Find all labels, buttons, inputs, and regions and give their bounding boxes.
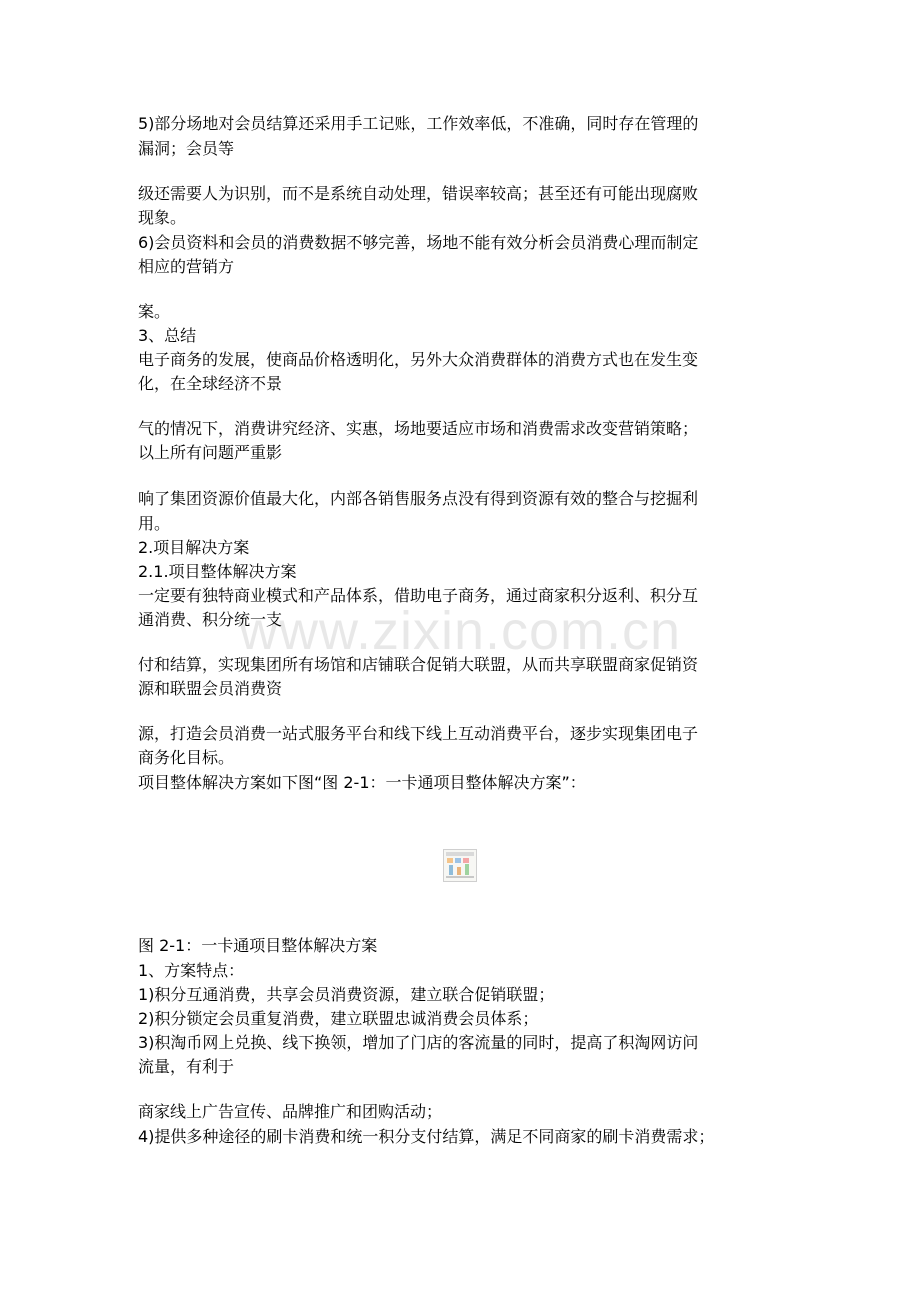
text-line: 3)积淘币网上兑换、线下换领，增加了门店的客流量的同时，提高了积淘网访问 xyxy=(138,1033,699,1052)
text-line: 相应的营销方 xyxy=(138,257,235,276)
text-line: 2)积分锁定会员重复消费，建立联盟忠诚消费会员体系； xyxy=(138,1009,539,1028)
text-line: 案。 xyxy=(138,302,171,321)
text-line: 现象。 xyxy=(138,208,187,227)
text-line: 源和联盟会员消费资 xyxy=(138,679,283,698)
text-line: 6)会员资料和会员的消费数据不够完善，场地不能有效分析会员消费心理而制定 xyxy=(138,233,699,252)
text-line: 1、方案特点： xyxy=(138,961,245,980)
text-line: 以上所有问题严重影 xyxy=(138,443,283,462)
text-line: 一定要有独特商业模式和产品体系，借助电子商务，通过商家积分返利、积分互 xyxy=(138,586,699,605)
section-heading: 2.1.项目整体解决方案 xyxy=(138,562,297,581)
text-line: 流量，有利于 xyxy=(138,1057,235,1076)
text-line: 付和结算，实现集团所有场馆和店铺联合促销大联盟，从而共享联盟商家促销资 xyxy=(138,655,699,674)
text-line: 4)提供多种途径的刷卡消费和统一积分支付结算，满足不同商家的刷卡消费需求； xyxy=(138,1127,715,1146)
text-line: 响了集团资源价值最大化，内部各销售服务点没有得到资源有效的整合与挖掘利 xyxy=(138,489,699,508)
text-line: 级还需要人为识别，而不是系统自动处理，错误率较高；甚至还有可能出现腐败 xyxy=(138,184,699,203)
section-heading: 3、总结 xyxy=(138,326,197,345)
figure-thumbnail xyxy=(443,849,477,882)
text-line: 商务化目标。 xyxy=(138,748,235,767)
text-line: 源，打造会员消费一站式服务平台和线下线上互动消费平台，逐步实现集团电子 xyxy=(138,724,699,743)
text-line: 电子商务的发展，使商品价格透明化，另外大众消费群体的消费方式也在发生变 xyxy=(138,350,699,369)
text-line: 商家线上广告宣传、品牌推广和团购活动； xyxy=(138,1102,443,1121)
diagram-thumbnail-icon xyxy=(444,850,476,881)
figure-caption: 图 2-1：一卡通项目整体解决方案 xyxy=(138,936,378,955)
section-heading: 2.项目解决方案 xyxy=(138,538,250,557)
text-line: 1)积分互通消费，共享会员消费资源，建立联合促销联盟； xyxy=(138,985,555,1004)
text-line: 项目整体解决方案如下图“图 2-1：一卡通项目整体解决方案”： xyxy=(138,773,586,792)
text-line: 用。 xyxy=(138,514,171,533)
text-line: 气的情况下，消费讲究经济、实惠，场地要适应市场和消费需求改变营销策略； xyxy=(138,419,699,438)
text-line: 5)部分场地对会员结算还采用手工记账，工作效率低，不准确，同时存在管理的 xyxy=(138,114,699,133)
watermark: www.zixin.com.cn xyxy=(238,601,682,661)
text-line: 化，在全球经济不景 xyxy=(138,374,283,393)
text-line: 通消费、积分统一支 xyxy=(138,610,283,629)
text-line: 漏洞；会员等 xyxy=(138,139,235,158)
